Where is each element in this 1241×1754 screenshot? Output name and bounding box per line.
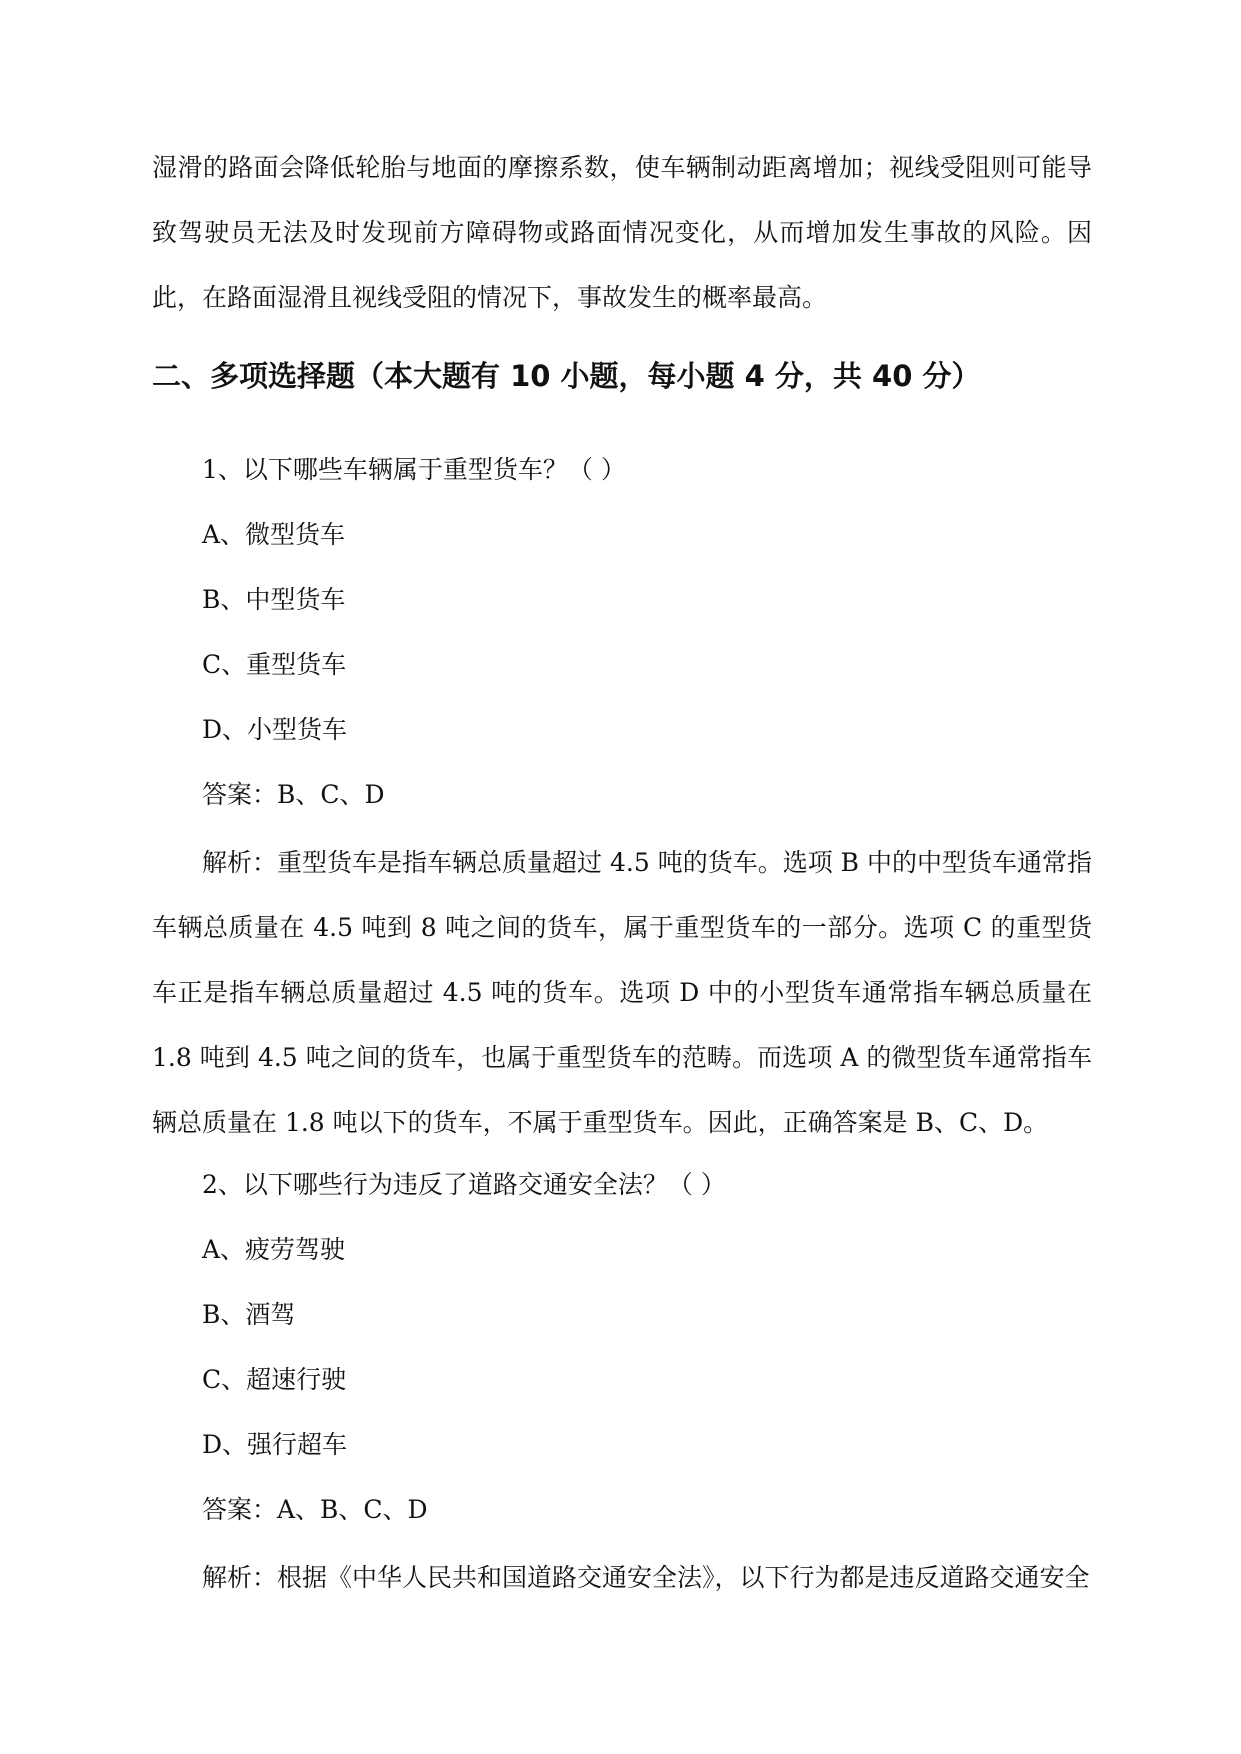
q1-option-b: B、中型货车 (202, 585, 346, 614)
q2-option-c: C、超速行驶 (202, 1365, 347, 1394)
intro-paragraph: 湿滑的路面会降低轮胎与地面的摩擦系数，使车辆制动距离增加；视线受阻则可能导致驾驶员无法及时发现前方障碍物或路面情况变化，从而增加发生事故的风险。因此，在路面湿滑且视线受阻的情况下，事故发生的概率最高。 (152, 153, 1092, 312)
q2-question: 2、以下哪些行为违反了道路交通安全法？（ ） (202, 1170, 726, 1199)
q1-option-c: C、重型货车 (202, 650, 347, 679)
q2-answer: 答案：A、B、C、D (202, 1495, 428, 1524)
q1-question: 1、以下哪些车辆属于重型货车？（ ） (202, 455, 626, 484)
q1-option-d: D、小型货车 (202, 715, 348, 744)
q2-option-a: A、疲劳驾驶 (202, 1235, 346, 1264)
section-heading: 二、多项选择题（本大题有 10 小题，每小题 4 分，共 40 分） (152, 359, 981, 393)
q2-analysis: 解析：根据《中华人民共和国道路交通安全法》，以下行为都是违反道路交通安全 (202, 1563, 1090, 1592)
q2-option-d: D、强行超车 (202, 1430, 348, 1459)
q1-option-a: A、微型货车 (202, 520, 346, 549)
q2-option-b: B、酒驾 (202, 1300, 296, 1329)
q1-analysis: 解析：重型货车是指车辆总质量超过 4.5 吨的货车。选项 B 中的中型货车通常指车辆总质量在 4.5 吨到 8 吨之间的货车，属于重型货车的一部分。选项 C 的重型货车正是指车辆总质量超过 4.5 吨的货车。选项 D 中的小型货车通常指车辆总质量在 1.8 吨到 4.5 吨之间的货车，也属于重型货车的范畴。而选项 A 的微型货车通常指车辆总质量在 1.8 吨以下的货车，不属于重型货车。因此，正确答案是 B、C、D。 (152, 848, 1092, 1137)
q1-answer: 答案：B、C、D (202, 780, 385, 809)
